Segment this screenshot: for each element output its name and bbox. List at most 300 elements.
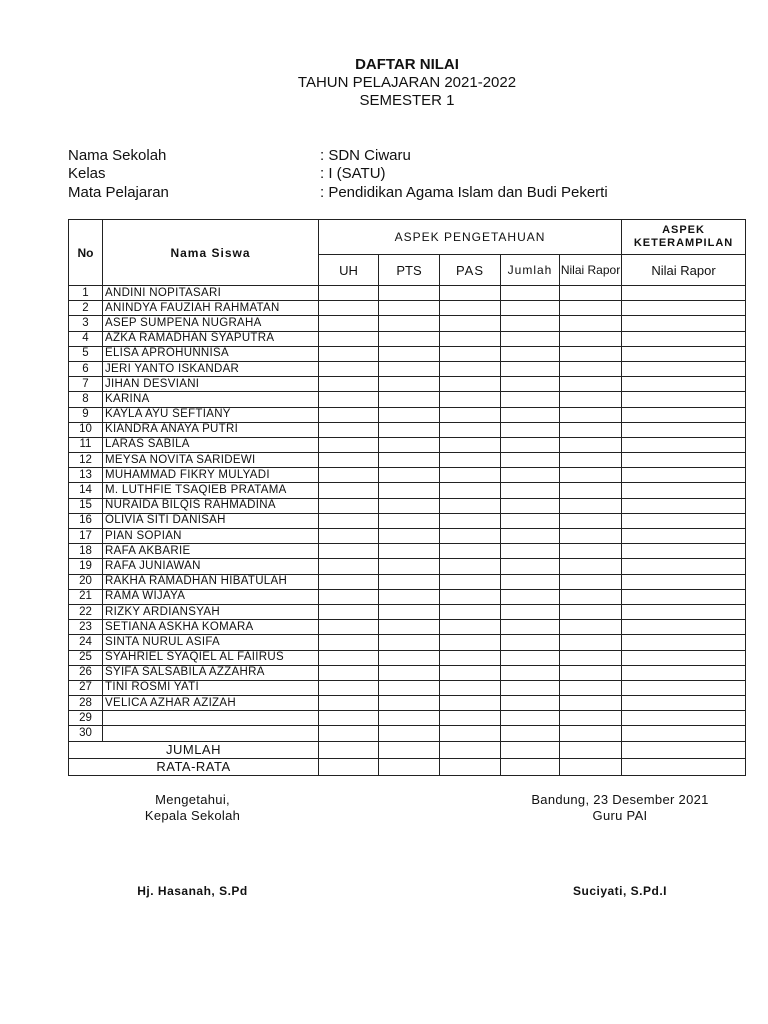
grade-cell: [560, 346, 622, 361]
row-number: 14: [69, 483, 103, 498]
student-name: [103, 726, 319, 741]
table-row: [69, 620, 746, 635]
grade-cell: [501, 437, 560, 452]
grade-cell: [501, 377, 560, 392]
table-row: [69, 604, 746, 619]
grade-cell: [560, 665, 622, 680]
grade-cell: [319, 620, 379, 635]
grade-cell: [622, 453, 746, 468]
table-row: [69, 726, 746, 741]
grade-cell: [560, 392, 622, 407]
acknowledged-label: Mengetahui,: [155, 792, 230, 807]
grade-cell: [440, 620, 501, 635]
table-row: [69, 498, 746, 513]
student-name: RAFA AKBARIE: [103, 544, 319, 559]
grade-cell: [319, 361, 379, 376]
grade-cell: [440, 513, 501, 528]
grade-cell: [622, 286, 746, 301]
student-name: RAMA WIJAYA: [103, 589, 319, 604]
grade-cell: [440, 301, 501, 316]
sub-header-jumlah: Jumlah: [501, 255, 560, 286]
table-row: [69, 665, 746, 680]
row-number: 12: [69, 453, 103, 468]
grade-cell: [440, 711, 501, 726]
student-name: ANINDYA FAUZIAH RAHMATAN: [103, 301, 319, 316]
document-title: DAFTAR NILAI: [355, 56, 459, 73]
grade-cell: [440, 331, 501, 346]
grade-cell: [622, 711, 746, 726]
grade-cell: [440, 574, 501, 589]
row-number: 23: [69, 620, 103, 635]
grade-cell: [379, 635, 440, 650]
grade-cell: [440, 544, 501, 559]
grade-cell: [560, 407, 622, 422]
grade-cell: [501, 604, 560, 619]
grade-cell: [319, 635, 379, 650]
row-number: 8: [69, 392, 103, 407]
grade-cell: [622, 513, 746, 528]
table-row: [69, 331, 746, 346]
grade-cell: [319, 437, 379, 452]
grade-cell: [622, 498, 746, 513]
grade-cell: [319, 665, 379, 680]
row-number: 26: [69, 665, 103, 680]
grade-cell: [560, 377, 622, 392]
grade-cell: [440, 407, 501, 422]
grade-cell: [440, 437, 501, 452]
student-name: TINI ROSMI YATI: [103, 680, 319, 695]
grade-cell: [379, 620, 440, 635]
grade-cell: [622, 422, 746, 437]
grade-cell: [622, 574, 746, 589]
grade-cell: [560, 589, 622, 604]
grade-cell: [319, 513, 379, 528]
row-number: 7: [69, 377, 103, 392]
subject-label: Mata Pelajaran: [68, 184, 169, 201]
grade-cell: [379, 286, 440, 301]
row-number: 30: [69, 726, 103, 741]
grade-cell: [622, 392, 746, 407]
row-number: 22: [69, 604, 103, 619]
grade-cell: [560, 361, 622, 376]
col-header-name: Nama Siswa: [103, 220, 319, 286]
grade-cell: [319, 346, 379, 361]
student-name: VELICA AZHAR AZIZAH: [103, 696, 319, 711]
table-row: [69, 316, 746, 331]
grade-cell: [560, 453, 622, 468]
table-row: [69, 301, 746, 316]
grade-cell: [622, 696, 746, 711]
student-name: SINTA NURUL ASIFA: [103, 635, 319, 650]
principal-name: Hj. Hasanah, S.Pd: [137, 884, 248, 898]
grade-cell: [319, 316, 379, 331]
row-number: 2: [69, 301, 103, 316]
grade-cell: [501, 589, 560, 604]
student-name: MEYSA NOVITA SARIDEWI: [103, 453, 319, 468]
grade-cell: [560, 331, 622, 346]
grade-cell: [379, 498, 440, 513]
grade-cell: [379, 483, 440, 498]
row-number: 1: [69, 286, 103, 301]
grade-cell: [622, 437, 746, 452]
grade-cell: [622, 361, 746, 376]
grade-cell: [560, 574, 622, 589]
grade-cell: [560, 680, 622, 695]
grade-cell: [440, 680, 501, 695]
grade-cell: [622, 650, 746, 665]
grade-cell: [440, 286, 501, 301]
total-label: JUMLAH: [69, 741, 319, 758]
grade-cell: [319, 711, 379, 726]
grade-cell: [622, 604, 746, 619]
grade-cell: [319, 696, 379, 711]
class-label: Kelas: [68, 165, 106, 182]
grade-cell: [560, 316, 622, 331]
grade-cell: [379, 559, 440, 574]
grade-cell: [440, 529, 501, 544]
grade-cell: [560, 422, 622, 437]
grade-cell: [440, 346, 501, 361]
table-row: [69, 361, 746, 376]
grade-cell: [319, 529, 379, 544]
grade-cell: [560, 286, 622, 301]
grade-cell: [319, 468, 379, 483]
row-number: 4: [69, 331, 103, 346]
grade-cell: [501, 361, 560, 376]
grade-cell: [379, 711, 440, 726]
table-row: [69, 635, 746, 650]
grade-cell: [622, 529, 746, 544]
col-header-no: No: [69, 220, 103, 286]
sub-header-skill-rapor: Nilai Rapor: [622, 255, 746, 286]
grade-cell: [560, 437, 622, 452]
student-name: KIANDRA ANAYA PUTRI: [103, 422, 319, 437]
grade-cell: [501, 453, 560, 468]
grade-cell: [319, 680, 379, 695]
student-name: KARINA: [103, 392, 319, 407]
grade-cell: [319, 407, 379, 422]
row-number: 19: [69, 559, 103, 574]
grade-cell: [622, 589, 746, 604]
table-row: [69, 407, 746, 422]
grade-cell: [440, 498, 501, 513]
group-header-skill: ASPEK KETERAMPILAN: [622, 220, 746, 255]
grade-cell: [379, 316, 440, 331]
table-row: [69, 392, 746, 407]
table-row: [69, 483, 746, 498]
grade-cell: [440, 650, 501, 665]
grade-cell: [622, 316, 746, 331]
row-number: 27: [69, 680, 103, 695]
student-name: [103, 711, 319, 726]
row-number: 6: [69, 361, 103, 376]
sub-header-uh: UH: [319, 255, 379, 286]
average-label: RATA-RATA: [69, 758, 319, 775]
group-header-knowledge: ASPEK PENGETAHUAN: [319, 220, 622, 255]
table-row: [69, 680, 746, 695]
grade-cell: [622, 407, 746, 422]
row-number: 21: [69, 589, 103, 604]
grade-cell: [319, 544, 379, 559]
grade-cell: [319, 377, 379, 392]
grade-cell: [622, 544, 746, 559]
table-row: [69, 544, 746, 559]
grade-cell: [560, 483, 622, 498]
academic-year: TAHUN PELAJARAN 2021-2022: [297, 74, 517, 91]
grade-cell: [501, 620, 560, 635]
grade-cell: [379, 513, 440, 528]
grade-cell: [501, 680, 560, 695]
total-row: [69, 741, 746, 758]
principal-title: Kepala Sekolah: [144, 808, 241, 823]
grade-cell: [379, 544, 440, 559]
student-name: AZKA RAMADHAN SYAPUTRA: [103, 331, 319, 346]
grade-cell: [379, 726, 440, 741]
grade-cell: [440, 696, 501, 711]
grade-cell: [622, 665, 746, 680]
grade-cell: [379, 604, 440, 619]
table-row: [69, 650, 746, 665]
student-name: M. LUTHFIE TSAQIEB PRATAMA: [103, 483, 319, 498]
grade-cell: [319, 483, 379, 498]
table-row: [69, 529, 746, 544]
table-row: [69, 437, 746, 452]
grade-cell: [440, 589, 501, 604]
grade-cell: [501, 665, 560, 680]
sub-header-pas: PAS: [440, 255, 501, 286]
grade-cell: [501, 392, 560, 407]
grade-cell: [319, 604, 379, 619]
grade-cell: [319, 650, 379, 665]
grade-cell: [622, 377, 746, 392]
grade-cell: [440, 422, 501, 437]
table-row: [69, 574, 746, 589]
grade-cell: [379, 346, 440, 361]
table-row: [69, 589, 746, 604]
grade-cell: [622, 635, 746, 650]
grade-cell: [379, 650, 440, 665]
grade-cell: [560, 650, 622, 665]
student-name: LARAS SABILA: [103, 437, 319, 452]
table-row: [69, 711, 746, 726]
student-name: ASEP SUMPENA NUGRAHA: [103, 316, 319, 331]
grade-cell: [560, 635, 622, 650]
grade-cell: [440, 392, 501, 407]
grade-cell: [501, 286, 560, 301]
student-name: ANDINI NOPITASARI: [103, 286, 319, 301]
grade-cell: [379, 680, 440, 695]
grade-cell: [501, 301, 560, 316]
grade-cell: [379, 331, 440, 346]
sub-header-nilai-rapor: Nilai Rapor: [560, 255, 622, 286]
student-name: OLIVIA SITI DANISAH: [103, 513, 319, 528]
grade-cell: [440, 604, 501, 619]
grade-cell: [379, 437, 440, 452]
grade-cell: [560, 544, 622, 559]
grade-cell: [319, 286, 379, 301]
grade-cell: [440, 453, 501, 468]
grade-cell: [501, 559, 560, 574]
grade-cell: [379, 529, 440, 544]
grade-cell: [501, 711, 560, 726]
grade-cell: [501, 574, 560, 589]
sub-header-pts: PTS: [379, 255, 440, 286]
grade-cell: [501, 650, 560, 665]
grade-cell: [560, 726, 622, 741]
table-row: [69, 513, 746, 528]
student-name: PIAN SOPIAN: [103, 529, 319, 544]
grade-cell: [501, 483, 560, 498]
grade-cell: [319, 422, 379, 437]
grade-cell: [560, 529, 622, 544]
table-row: [69, 559, 746, 574]
table-row: [69, 286, 746, 301]
row-number: 28: [69, 696, 103, 711]
row-number: 5: [69, 346, 103, 361]
grade-cell: [622, 301, 746, 316]
grade-cell: [379, 453, 440, 468]
place-date: Bandung, 23 Desember 2021: [531, 792, 709, 807]
grade-cell: [622, 726, 746, 741]
table-row: [69, 468, 746, 483]
row-number: 29: [69, 711, 103, 726]
grade-cell: [501, 529, 560, 544]
student-name: MUHAMMAD FIKRY MULYADI: [103, 468, 319, 483]
row-number: 17: [69, 529, 103, 544]
row-number: 16: [69, 513, 103, 528]
row-number: 18: [69, 544, 103, 559]
table-row: [69, 346, 746, 361]
row-number: 11: [69, 437, 103, 452]
row-number: 24: [69, 635, 103, 650]
student-name: RIZKY ARDIANSYAH: [103, 604, 319, 619]
subject-value: : Pendidikan Agama Islam dan Budi Pekerti: [320, 184, 608, 201]
grade-cell: [501, 498, 560, 513]
teacher-title: Guru PAI: [592, 808, 648, 823]
grade-cell: [379, 407, 440, 422]
grade-cell: [622, 559, 746, 574]
grade-cell: [560, 711, 622, 726]
student-name: ELISA APROHUNNISA: [103, 346, 319, 361]
row-number: 9: [69, 407, 103, 422]
table-row: [69, 377, 746, 392]
grade-cell: [560, 468, 622, 483]
grade-cell: [501, 468, 560, 483]
grade-cell: [379, 392, 440, 407]
grade-cell: [440, 665, 501, 680]
grade-cell: [319, 589, 379, 604]
grade-cell: [501, 513, 560, 528]
class-value: : I (SATU): [320, 165, 386, 182]
student-name: RAFA JUNIAWAN: [103, 559, 319, 574]
grade-cell: [440, 361, 501, 376]
grade-cell: [501, 726, 560, 741]
grade-cell: [379, 574, 440, 589]
grade-cell: [379, 665, 440, 680]
student-name: SYAHRIEL SYAQIEL AL FAIIRUS: [103, 650, 319, 665]
row-number: 15: [69, 498, 103, 513]
grade-cell: [501, 696, 560, 711]
table-row: [69, 453, 746, 468]
grade-cell: [440, 483, 501, 498]
grade-cell: [379, 589, 440, 604]
student-name: SETIANA ASKHA KOMARA: [103, 620, 319, 635]
student-name: KAYLA AYU SEFTIANY: [103, 407, 319, 422]
grade-cell: [622, 346, 746, 361]
row-number: 3: [69, 316, 103, 331]
grade-cell: [440, 726, 501, 741]
student-name: JERI YANTO ISKANDAR: [103, 361, 319, 376]
grade-cell: [379, 361, 440, 376]
school-label: Nama Sekolah: [68, 147, 167, 164]
row-number: 25: [69, 650, 103, 665]
student-name: SYIFA SALSABILA AZZAHRA: [103, 665, 319, 680]
grade-cell: [319, 559, 379, 574]
grades-table: [68, 219, 746, 776]
grade-cell: [440, 559, 501, 574]
grade-cell: [319, 574, 379, 589]
grade-cell: [622, 483, 746, 498]
grade-cell: [501, 544, 560, 559]
grade-cell: [440, 468, 501, 483]
grade-cell: [501, 346, 560, 361]
table-row: [69, 696, 746, 711]
grade-cell: [622, 468, 746, 483]
grade-cell: [560, 301, 622, 316]
grade-cell: [501, 407, 560, 422]
teacher-name: Suciyati, S.Pd.I: [572, 884, 668, 898]
student-name: RAKHA RAMADHAN HIBATULAH: [103, 574, 319, 589]
grade-cell: [501, 331, 560, 346]
student-name: JIHAN DESVIANI: [103, 377, 319, 392]
grade-cell: [560, 513, 622, 528]
grade-cell: [319, 726, 379, 741]
grade-cell: [319, 453, 379, 468]
grade-cell: [622, 680, 746, 695]
grade-cell: [440, 377, 501, 392]
row-number: 20: [69, 574, 103, 589]
grade-cell: [501, 422, 560, 437]
grade-cell: [319, 301, 379, 316]
semester-label: SEMESTER 1: [359, 92, 455, 109]
grade-cell: [560, 604, 622, 619]
grade-cell: [501, 635, 560, 650]
grade-cell: [379, 468, 440, 483]
grade-cell: [379, 422, 440, 437]
student-name: NURAIDA BILQIS RAHMADINA: [103, 498, 319, 513]
grade-cell: [440, 635, 501, 650]
row-number: 13: [69, 468, 103, 483]
grade-cell: [501, 316, 560, 331]
grade-cell: [379, 301, 440, 316]
grade-cell: [319, 392, 379, 407]
grade-cell: [560, 559, 622, 574]
grade-cell: [319, 331, 379, 346]
grade-cell: [560, 620, 622, 635]
row-number: 10: [69, 422, 103, 437]
grade-cell: [319, 498, 379, 513]
school-value: : SDN Ciwaru: [320, 147, 411, 164]
grade-cell: [560, 498, 622, 513]
average-row: [69, 758, 746, 775]
grade-cell: [440, 316, 501, 331]
grade-cell: [622, 331, 746, 346]
grade-cell: [622, 620, 746, 635]
grade-cell: [379, 377, 440, 392]
grade-cell: [560, 696, 622, 711]
table-row: [69, 422, 746, 437]
grade-cell: [379, 696, 440, 711]
